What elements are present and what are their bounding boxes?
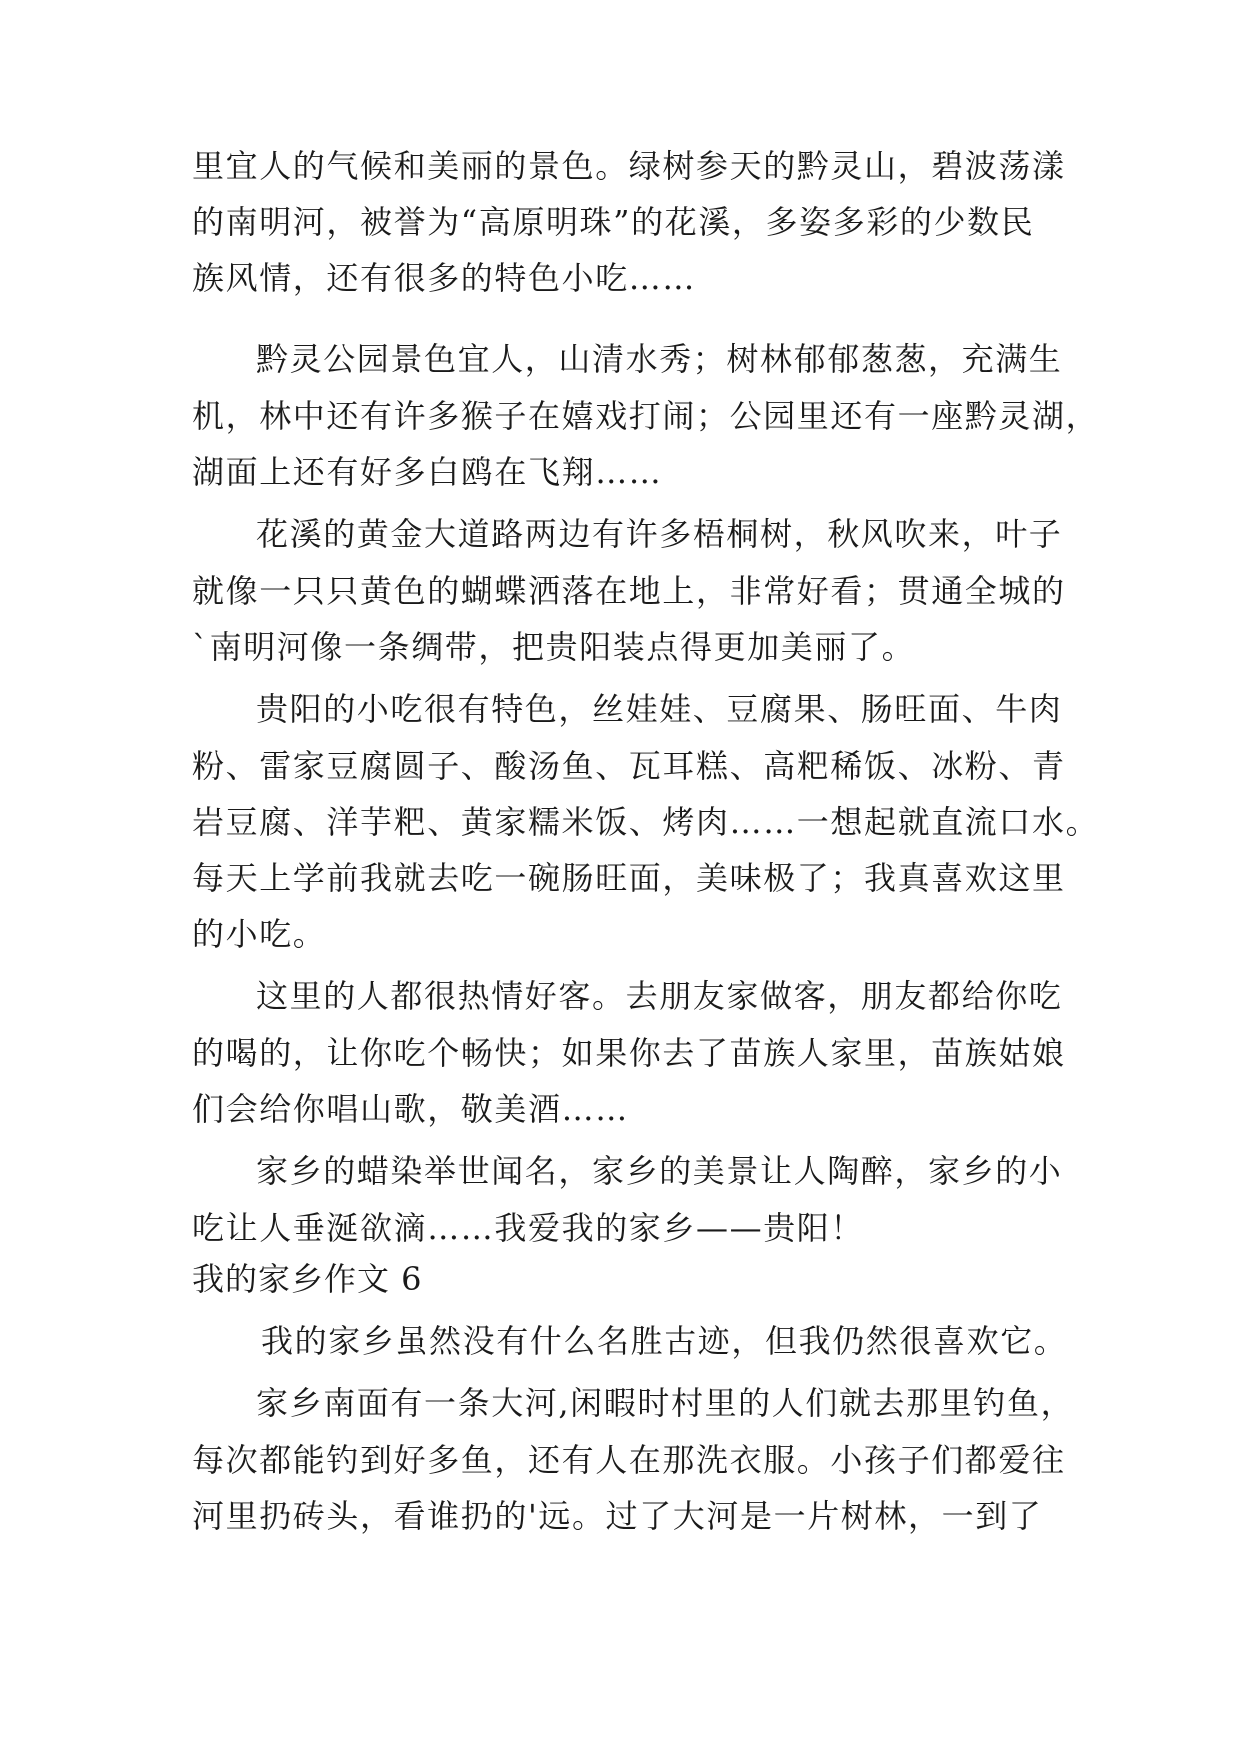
paragraph-start-line: 这里的人都很热情好客。去朋友家做客，朋友都给你吃 [256, 977, 1063, 1015]
text-line: 湖面上还有好多白鸥在飞翔…… [192, 453, 663, 491]
text-line: 的小吃。 [192, 915, 327, 953]
paragraph-start-line: 家乡的蜡染举世闻名，家乡的美景让人陶醉，家乡的小 [256, 1152, 1063, 1190]
paragraph-start-line: 黔灵公园景色宜人，山清水秀；树林郁郁葱葱，充满生 [256, 340, 1063, 378]
paragraph-start-line: 贵阳的小吃很有特色，丝娃娃、豆腐果、肠旺面、牛肉 [256, 690, 1063, 728]
text-line: 机，林中还有许多猴子在嬉戏打闹；公园里还有一座黔灵湖， [192, 397, 1100, 435]
section-heading: 我的家乡作文 6 [192, 1260, 423, 1298]
paragraph-start-line: 我的家乡虽然没有什么名胜古迹，但我仍然很喜欢它。 [261, 1322, 1068, 1360]
text-line: 每天上学前我就去吃一碗肠旺面，美味极了；我真喜欢这里 [192, 859, 1066, 897]
paragraph-start-line: 家乡南面有一条大河,闲暇时村里的人们就去那里钓鱼， [256, 1384, 1075, 1422]
text-line: 的南明河，被誉为“高原明珠”的花溪，多姿多彩的少数民 [192, 203, 1035, 241]
text-line: `南明河像一条绸带，把贵阳装点得更加美丽了。 [192, 628, 916, 666]
paragraph-start-line: 花溪的黄金大道路两边有许多梧桐树，秋风吹来，叶子 [256, 515, 1063, 553]
text-line: 们会给你唱山歌，敬美酒…… [192, 1090, 629, 1128]
text-line: 岩豆腐、洋芋粑、黄家糯米饭、烤肉……一想起就直流口水。 [192, 803, 1100, 841]
text-line: 每次都能钓到好多鱼，还有人在那洗衣服。小孩子们都爱往 [192, 1441, 1066, 1479]
text-line: 就像一只只黄色的蝴蝶洒落在地上，非常好看；贯通全城的 [192, 572, 1066, 610]
text-line: 里宜人的气候和美丽的景色。绿树参天的黔灵山，碧波荡漾 [192, 147, 1066, 185]
text-line: 族风情，还有很多的特色小吃…… [192, 259, 697, 297]
text-line: 的喝的，让你吃个畅快；如果你去了苗族人家里，苗族姑娘 [192, 1034, 1066, 1072]
text-line: 吃让人垂涎欲滴……我爱我的家乡——贵阳！ [192, 1209, 865, 1247]
text-line: 粉、雷家豆腐圆子、酸汤鱼、瓦耳糕、高粑稀饭、冰粉、青 [192, 747, 1066, 785]
text-line: 河里扔砖头，看谁扔的'远。过了大河是一片树林，一到了 [192, 1497, 1043, 1535]
